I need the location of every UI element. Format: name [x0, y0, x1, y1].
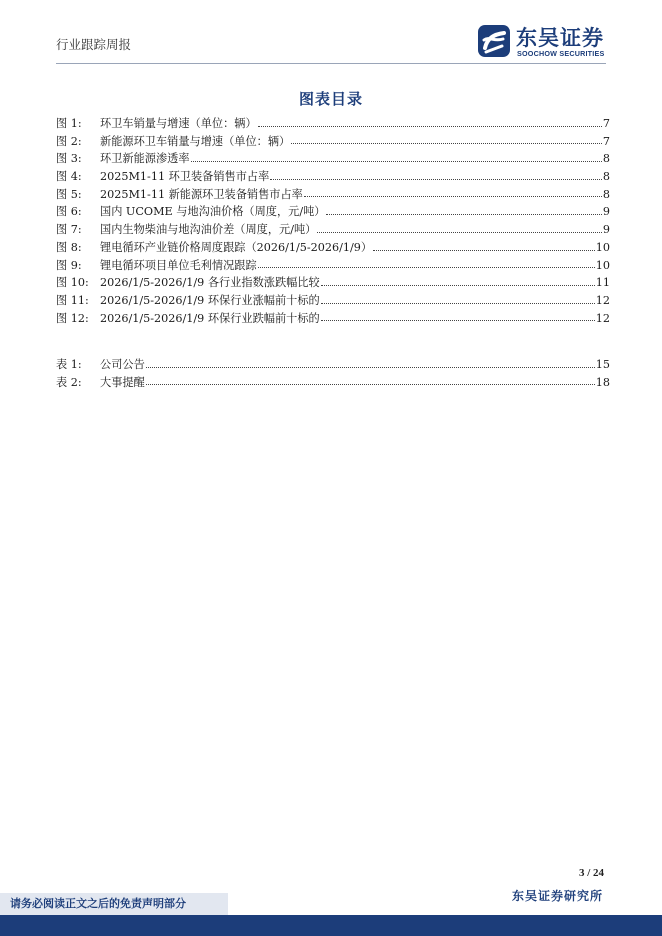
toc-entry-title: 大事提醒 — [100, 375, 145, 389]
footer-bar — [0, 915, 662, 936]
toc-entry-label: 图 4: — [56, 170, 82, 184]
toc-entry-label: 图 3: — [56, 152, 82, 166]
figure-toc-entry[interactable] — [56, 292, 610, 310]
toc-entry-page: 8 — [602, 187, 610, 201]
toc-entry-title: 国内生物柴油与地沟油价差（周度，元/吨） — [100, 223, 317, 237]
toc-leader-dots — [373, 249, 595, 251]
toc-entry-title: 锂电循环项目单位毛利情况跟踪 — [100, 258, 257, 272]
toc-entry-title: 新能源环卫车销量与增速（单位：辆） — [100, 134, 291, 148]
toc-entry-page: 11 — [595, 276, 610, 290]
figure-toc-entry[interactable] — [56, 203, 610, 221]
toc-entry-label: 图 6: — [56, 205, 82, 219]
toc-leader-dots — [326, 213, 601, 215]
toc-entry-title: 锂电循环产业链价格周度跟踪（2026/1/5-2026/1/9） — [100, 240, 373, 254]
table-toc-entry[interactable] — [56, 374, 610, 392]
footer-organization: 东吴证券研究所 — [512, 889, 604, 903]
toc-entry-page: 8 — [602, 152, 610, 166]
toc-entry-title: 公司公告 — [100, 358, 145, 371]
figure-toc-entry[interactable] — [56, 221, 610, 239]
disclaimer-notice: 请务必阅读正文之后的免责声明部分 — [0, 893, 228, 915]
toc-entry-label: 图 2: — [56, 134, 82, 148]
toc-leader-dots — [191, 160, 602, 162]
toc-leader-dots — [321, 319, 595, 321]
toc-leader-dots — [317, 231, 602, 233]
toc-leader-dots — [258, 266, 595, 268]
figure-toc-entry[interactable] — [56, 115, 610, 133]
table-toc-entry[interactable] — [56, 356, 610, 374]
figure-toc-entry[interactable] — [56, 150, 610, 168]
toc-leader-dots — [291, 142, 602, 144]
toc-entry-page: 10 — [595, 240, 610, 254]
figure-toc-entry[interactable] — [56, 186, 610, 204]
toc-entry-title: 2026/1/5-2026/1/9 环保行业涨幅前十标的 — [100, 293, 320, 307]
toc-entry-title: 2025M1-11 新能源环卫装备销售市占率 — [100, 187, 303, 201]
toc-leader-dots — [321, 284, 595, 286]
toc-entry-page: 8 — [602, 170, 610, 184]
toc-entry-label: 图 1: — [56, 117, 82, 130]
figure-toc-entry[interactable] — [56, 133, 610, 151]
toc-entry-page: 7 — [602, 117, 610, 130]
logo-name-cn: 东吴证券 — [516, 26, 604, 50]
toc-entry-label: 图 10: — [56, 276, 89, 290]
figure-toc-entry[interactable] — [56, 274, 610, 292]
toc-leader-dots — [304, 195, 602, 197]
header-divider — [56, 63, 606, 64]
toc-entry-label: 图 7: — [56, 223, 82, 237]
toc-leader-dots — [146, 383, 595, 385]
soochow-logo-icon — [477, 24, 511, 58]
report-type: 行业跟踪周报 — [56, 37, 132, 52]
toc-entry-page: 10 — [595, 258, 610, 272]
toc-entry-title: 2026/1/5-2026/1/9 各行业指数涨跌幅比较 — [100, 276, 320, 290]
toc-entry-title: 国内 UCOME 与地沟油价格（周度，元/吨） — [100, 205, 326, 219]
toc-entry-page: 12 — [595, 311, 610, 325]
figure-toc-entry[interactable] — [56, 168, 610, 186]
toc-entry-label: 图 5: — [56, 187, 82, 201]
page-title: 图表目录 — [298, 90, 363, 108]
toc-leader-dots — [146, 366, 595, 368]
toc-entry-label: 图 9: — [56, 258, 82, 272]
logo-name-en: SOOCHOW SECURITIES — [517, 49, 605, 58]
toc-entry-label: 表 2: — [56, 375, 82, 389]
toc-entry-title: 环卫新能源渗透率 — [100, 152, 190, 166]
toc-entry-title: 2025M1-11 环卫装备销售市占率 — [100, 170, 270, 184]
toc-entry-label: 表 1: — [56, 358, 82, 371]
figure-list — [56, 115, 610, 327]
toc-entry-page: 9 — [602, 223, 610, 237]
toc-entry-title: 2026/1/5-2026/1/9 环保行业跌幅前十标的 — [100, 311, 320, 325]
toc-leader-dots — [270, 178, 602, 180]
page-number: 3 / 24 — [579, 867, 605, 879]
toc-entry-page: 12 — [595, 293, 610, 307]
table-list — [56, 356, 610, 391]
figure-toc-entry[interactable] — [56, 257, 610, 275]
figure-toc-entry[interactable] — [56, 239, 610, 257]
figure-toc-entry[interactable] — [56, 310, 610, 328]
company-logo — [477, 22, 617, 62]
toc-leader-dots — [321, 302, 595, 304]
toc-entry-page: 9 — [602, 205, 610, 219]
toc-entry-title: 环卫车销量与增速（单位：辆） — [100, 117, 257, 130]
toc-entry-label: 图 8: — [56, 240, 82, 254]
toc-entry-label: 图 12: — [56, 311, 89, 325]
toc-entry-page: 15 — [595, 358, 610, 371]
toc-entry-page: 7 — [602, 134, 610, 148]
toc-leader-dots — [258, 125, 602, 127]
toc-entry-page: 18 — [595, 375, 610, 389]
toc-entry-label: 图 11: — [56, 293, 89, 307]
